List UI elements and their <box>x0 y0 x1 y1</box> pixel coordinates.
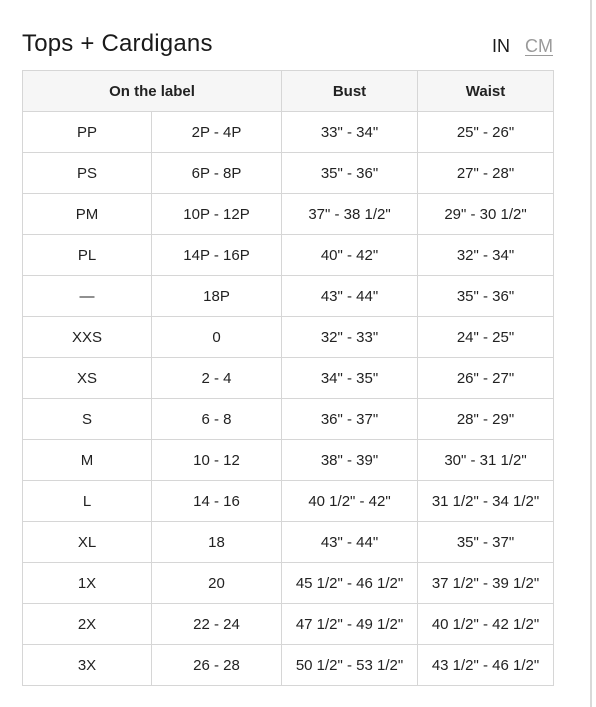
bust-cell: 47 1/2" - 49 1/2" <box>282 604 418 645</box>
bust-cell: 35" - 36" <box>282 153 418 194</box>
numeric-size-cell: 2P - 4P <box>152 112 282 153</box>
size-label-cell: PS <box>23 153 152 194</box>
numeric-size-cell: 2 - 4 <box>152 358 282 399</box>
waist-cell: 28" - 29" <box>418 399 554 440</box>
table-row <box>23 604 554 645</box>
table-row <box>23 153 554 194</box>
table-header-row <box>23 71 554 112</box>
bust-cell: 43" - 44" <box>282 522 418 563</box>
numeric-size-cell: 10P - 12P <box>152 194 282 235</box>
waist-cell: 31 1/2" - 34 1/2" <box>418 481 554 522</box>
waist-cell: 24" - 25" <box>418 317 554 358</box>
table-row <box>23 399 554 440</box>
numeric-size-cell: 6P - 8P <box>152 153 282 194</box>
bust-cell: 43" - 44" <box>282 276 418 317</box>
waist-cell: 40 1/2" - 42 1/2" <box>418 604 554 645</box>
table-row <box>23 358 554 399</box>
page-title: Tops + Cardigans <box>22 30 213 57</box>
numeric-size-cell: 10 - 12 <box>152 440 282 481</box>
size-label-cell: — <box>23 276 152 317</box>
waist-cell: 30" - 31 1/2" <box>418 440 554 481</box>
waist-cell: 35" - 36" <box>418 276 554 317</box>
table-row <box>23 645 554 686</box>
numeric-size-cell: 6 - 8 <box>152 399 282 440</box>
size-label-cell: S <box>23 399 152 440</box>
waist-cell: 35" - 37" <box>418 522 554 563</box>
column-header-waist: Waist <box>418 71 554 112</box>
table-row <box>23 481 554 522</box>
numeric-size-cell: 14P - 16P <box>152 235 282 276</box>
bust-cell: 45 1/2" - 46 1/2" <box>282 563 418 604</box>
bust-cell: 34" - 35" <box>282 358 418 399</box>
table-row <box>23 440 554 481</box>
waist-cell: 25" - 26" <box>418 112 554 153</box>
table-row <box>23 112 554 153</box>
bust-cell: 40" - 42" <box>282 235 418 276</box>
bust-cell: 38" - 39" <box>282 440 418 481</box>
column-header-on-the-label: On the label <box>23 71 282 112</box>
size-label-cell: PM <box>23 194 152 235</box>
size-chart-table <box>22 70 554 686</box>
unit-toggle <box>492 34 553 58</box>
size-label-cell: M <box>23 440 152 481</box>
bust-cell: 40 1/2" - 42" <box>282 481 418 522</box>
waist-cell: 32" - 34" <box>418 235 554 276</box>
numeric-size-cell: 18P <box>152 276 282 317</box>
numeric-size-cell: 22 - 24 <box>152 604 282 645</box>
size-label-cell: PP <box>23 112 152 153</box>
size-label-cell: XXS <box>23 317 152 358</box>
table-row <box>23 563 554 604</box>
panel-edge-divider <box>590 0 592 707</box>
table-row <box>23 276 554 317</box>
unit-inches-button[interactable]: IN <box>491 36 510 56</box>
size-label-cell: PL <box>23 235 152 276</box>
table-row <box>23 235 554 276</box>
numeric-size-cell: 0 <box>152 317 282 358</box>
column-header-bust: Bust <box>282 71 418 112</box>
size-label-cell: L <box>23 481 152 522</box>
size-label-cell: XS <box>23 358 152 399</box>
bust-cell: 33" - 34" <box>282 112 418 153</box>
size-label-cell: 2X <box>23 604 152 645</box>
table-row <box>23 317 554 358</box>
unit-centimeters-link[interactable]: CM <box>525 36 553 56</box>
size-label-cell: 1X <box>23 563 152 604</box>
numeric-size-cell: 14 - 16 <box>152 481 282 522</box>
bust-cell: 32" - 33" <box>282 317 418 358</box>
bust-cell: 50 1/2" - 53 1/2" <box>282 645 418 686</box>
table-row <box>23 194 554 235</box>
size-label-cell: XL <box>23 522 152 563</box>
waist-cell: 26" - 27" <box>418 358 554 399</box>
waist-cell: 29" - 30 1/2" <box>418 194 554 235</box>
bust-cell: 37" - 38 1/2" <box>282 194 418 235</box>
numeric-size-cell: 26 - 28 <box>152 645 282 686</box>
waist-cell: 37 1/2" - 39 1/2" <box>418 563 554 604</box>
table-row <box>23 522 554 563</box>
size-chart-header <box>22 28 553 60</box>
numeric-size-cell: 20 <box>152 563 282 604</box>
waist-cell: 27" - 28" <box>418 153 554 194</box>
size-label-cell: 3X <box>23 645 152 686</box>
numeric-size-cell: 18 <box>152 522 282 563</box>
bust-cell: 36" - 37" <box>282 399 418 440</box>
waist-cell: 43 1/2" - 46 1/2" <box>418 645 554 686</box>
